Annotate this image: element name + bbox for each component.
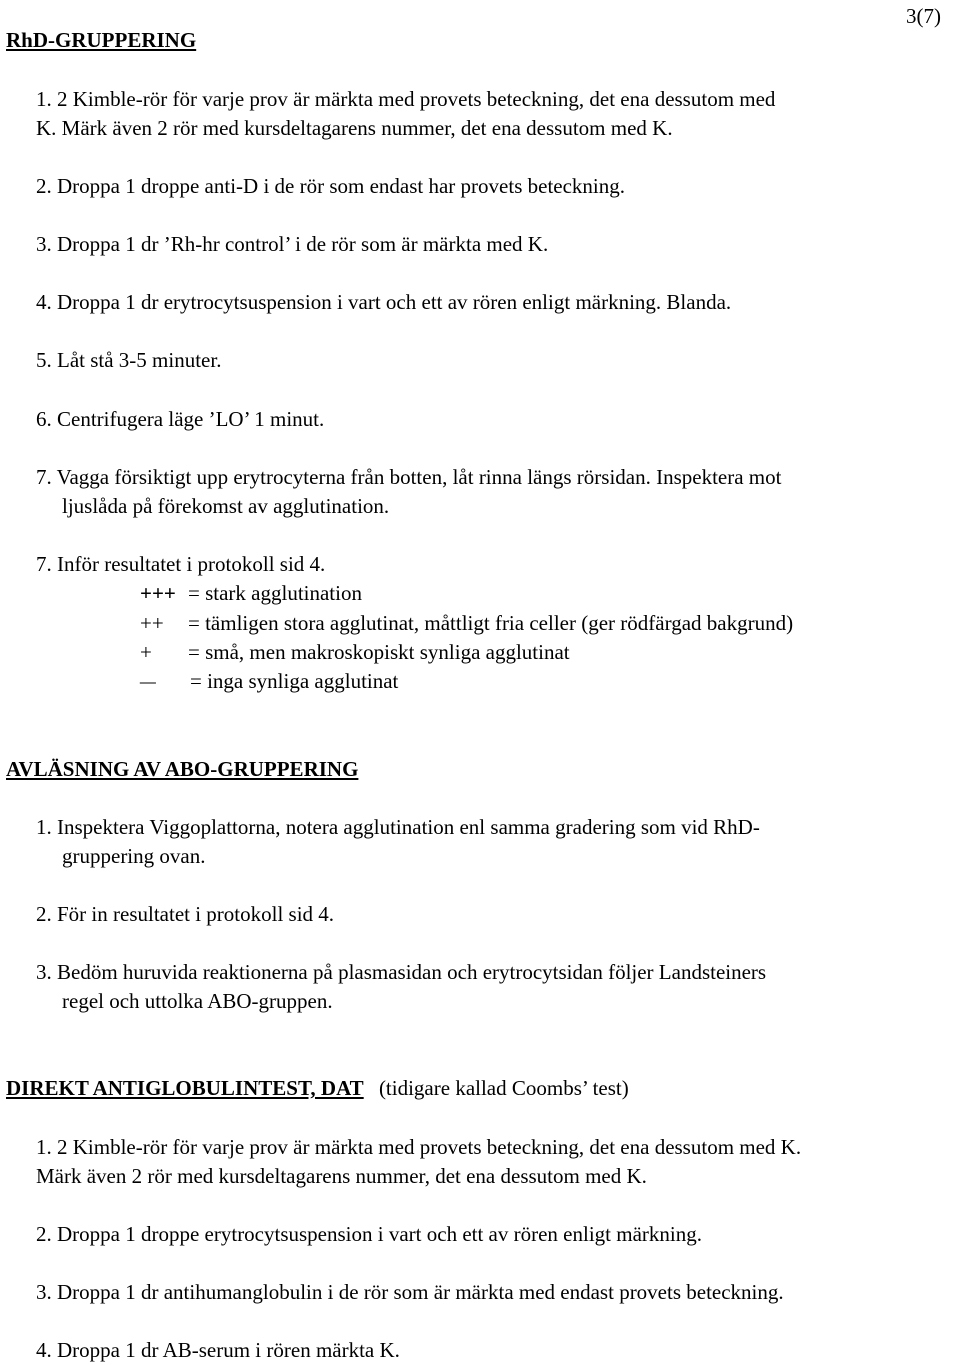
legend-row-weak <box>140 642 570 663</box>
page-number: 3(7) <box>906 4 941 28</box>
rhd-step-8: 7. Inför resultatet i protokoll sid 4. <box>36 552 326 576</box>
dat-step-3: 3. Droppa 1 dr antihumanglobulin i de rör som är märkta med endast provets beteckning. <box>36 1280 784 1304</box>
abo-step-1-line-1: 1. Inspektera Viggoplattorna, notera agglutination enl samma gradering som vid RhD- <box>36 815 760 839</box>
rhd-section-title: RhD-GRUPPERING <box>6 28 197 52</box>
abo-step-3-line-1: 3. Bedöm huruvida reaktionerna på plasmasidan och erytrocytsidan följer Landsteiners <box>36 960 767 984</box>
legend-symbol: – <box>140 669 156 693</box>
abo-step-2: 2. För in resultatet i protokoll sid 4. <box>36 902 335 926</box>
dat-step-1-line-1: 1. 2 Kimble-rör för varje prov är märkta med provets beteckning, det ena dessutom med K. <box>36 1135 802 1159</box>
legend-row-moderate <box>140 613 793 634</box>
dat-step-4: 4. Droppa 1 dr AB-serum i rören märkta K. <box>36 1338 400 1362</box>
rhd-step-7-line-2: ljuslåda på förekomst av agglutination. <box>62 494 390 518</box>
abo-step-1-line-2: gruppering ovan. <box>62 844 206 868</box>
rhd-step-2: 2. Droppa 1 droppe anti-D i de rör som endast har provets beteckning. <box>36 174 626 198</box>
dat-step-2: 2. Droppa 1 droppe erytrocytsuspension i vart och ett av rören enligt märkning. <box>36 1222 702 1246</box>
legend-text: = inga synliga agglutinat <box>190 669 399 693</box>
legend-text: = tämligen stora agglutinat, måttligt fria celler (ger rödfärgad bakgrund) <box>188 611 794 635</box>
rhd-step-4: 4. Droppa 1 dr erytrocytsuspension i vart och ett av rören enligt märkning. Blanda. <box>36 290 732 314</box>
rhd-step-6: 6. Centrifugera läge ’LO’ 1 minut. <box>36 407 325 431</box>
rhd-step-5: 5. Låt stå 3-5 minuter. <box>36 348 222 372</box>
legend-text: = små, men makroskopiskt synliga agglutinat <box>188 640 570 664</box>
rhd-step-3: 3. Droppa 1 dr ’Rh-hr control’ i de rör som är märkta med K. <box>36 232 549 256</box>
rhd-step-1-line-2: K. Märk även 2 rör med kursdeltagarens nummer, det ena dessutom med K. <box>36 116 673 140</box>
abo-step-3-line-2: regel och uttolka ABO-gruppen. <box>62 989 333 1013</box>
dat-step-1-line-2: Märk även 2 rör med kursdeltagarens nummer, det ena dessutom med K. <box>36 1164 647 1188</box>
dat-section-title: DIREKT ANTIGLOBULINTEST, DAT <box>6 1076 364 1100</box>
dat-title-row <box>6 1078 629 1099</box>
dat-section-subtitle: (tidigare kallad Coombs’ test) <box>378 1076 629 1100</box>
legend-row-strong <box>140 583 362 604</box>
legend-row-negative <box>140 671 398 692</box>
rhd-step-1-line-1: 1. 2 Kimble-rör för varje prov är märkta med provets beteckning, det ena dessutom med <box>36 87 776 111</box>
legend-text: = stark agglutination <box>188 581 362 605</box>
legend-symbol: +++ <box>140 581 176 605</box>
legend-symbol: + <box>140 640 152 664</box>
legend-symbol: ++ <box>140 611 164 635</box>
rhd-step-7-line-1: 7. Vagga försiktigt upp erytrocyterna från botten, låt rinna längs rörsidan. Inspektera mot <box>36 465 782 489</box>
abo-section-title: AVLÄSNING AV ABO-GRUPPERING <box>6 757 359 781</box>
